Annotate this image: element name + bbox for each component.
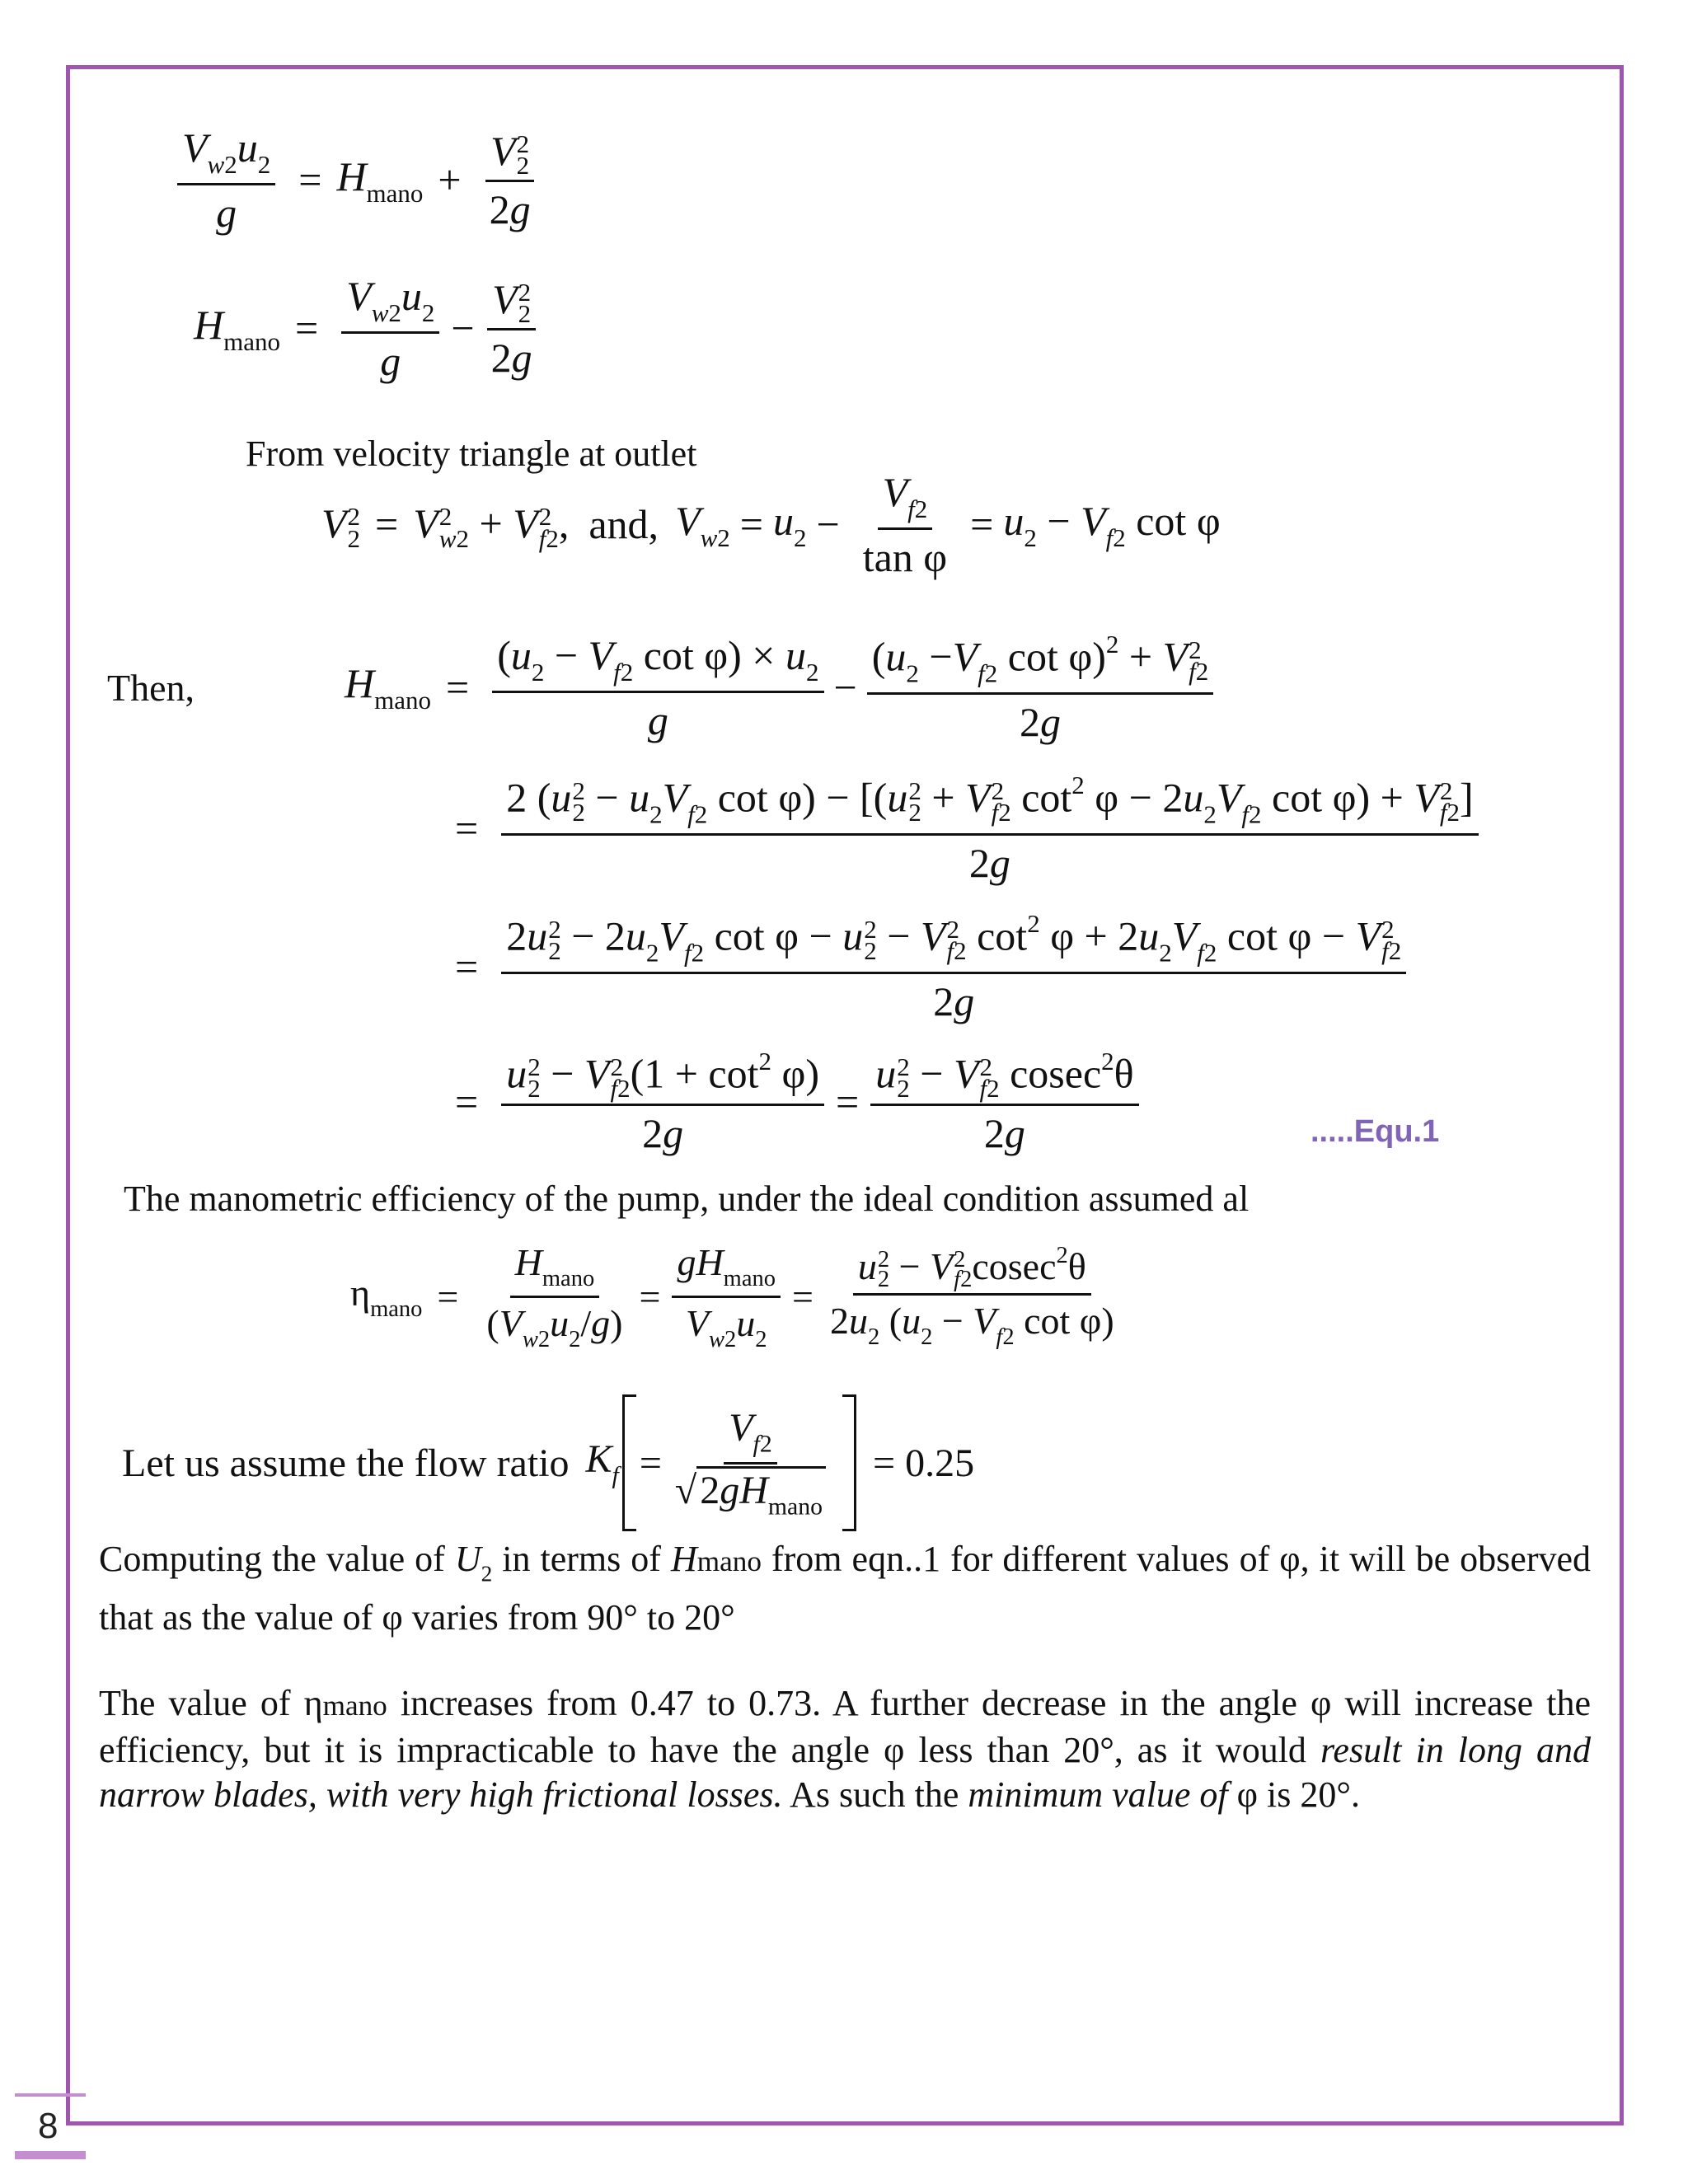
equation-hmano: $H_{mano}$ = $\frac{V_{w2}u_2}{g}$ − V 2 2 2g [194,272,546,385]
equation-1-label: .....Equ.1 [1311,1114,1440,1149]
flow-ratio-value: = 0.25 [873,1441,975,1485]
equation-velocity-triangle: V 2 2 = V 2 w2 + V 2 f2 , and, $V_{w2}$ = $u_2$ − $\frac{V_{f2}}{\text{tan φ}}$ = $u_2 - V_{f2}$ cot φ [321,469,1221,580]
page-number: 8 [38,2106,59,2146]
derivation-line-2: = 2 (u 2 2 − $u_2V_{f2}$ cot φ) − [(u 2 2 + V 2 f2 $\cot^2 \varphi - 2u_2V_{f2}$ cot φ) + V 2 f2 ] 2g [455,771,1487,887]
right-bracket [842,1394,856,1531]
flow-ratio-label: Let us assume the flow ratio [122,1441,570,1485]
left-bracket [622,1394,636,1531]
manometric-intro: The manometric efficiency of the pump, under the ideal condition assumed al [124,1179,1250,1219]
then-label: Then, [107,667,195,709]
page-number-rule-top [15,2093,86,2097]
paragraph-efficiency: The value of ηmano increases from 0.47 to 0.73. A further decrease in the angle φ will increase the efficiency, but it is impracticable to have the angle φ less than 20°, as it would result in long and narrow blades, with very high frictional losses. As such the minimum value of φ is 20°. [99,1683,1591,1815]
equation-manometric-efficiency: $\eta_{mano}$ = $\frac{H_{mano}}{(V_{w2}u_2/g)}$ = $\frac{gH_{mano}}{V_{w2}u_2}$ = u 2 2 − V 2 f2 cosec$^2$θ $2u_2$ ($u_2 - V_{f2}$ cot φ) [350,1241,1114,1352]
equation-head-balance: $\frac{V_{w2}u_2}{g}$ = $H_{mano}$ + V 2 2 2g [169,124,544,237]
paragraph-computing-u2: Computing the value of $U_2$ in terms of Hmano from eqn..1 for different values of φ, it will be observed that as the value of φ varies from 90° to 20° [99,1539,1592,1638]
derivation-line-3: = 2u 2 2 − $2u_2V_{f2}$ cot φ − u 2 2 − V 2 f2 $\cot^2 \varphi + 2u_2V_{f2}$ cot φ − V 2 f2 2g [455,909,1414,1025]
derivation-line-1: $H_{mano}$ = $\frac{(u_2 - V_{f2} \cot \varphi) \times u_2}{g}$ − ($u_2 -V_{f2}$ cot φ)$^2$ + V 2 f2 2g [345,630,1221,746]
equation-flow-ratio: Let us assume the flow ratio $K_f$ = $\frac{V_{f2}}{√2gH_{mano}}$ = 0.25 [122,1394,974,1531]
page-number-rule-bottom [15,2151,86,2159]
and-word: and, [588,501,659,548]
velocity-triangle-label: From velocity triangle at outlet [246,434,697,474]
derivation-line-4: = u 2 2 − V 2 f2 $(1 + \cot^2 \varphi)$ 2g = u 2 2 − V 2 f2 cosec$^2$θ 2g [455,1047,1147,1157]
